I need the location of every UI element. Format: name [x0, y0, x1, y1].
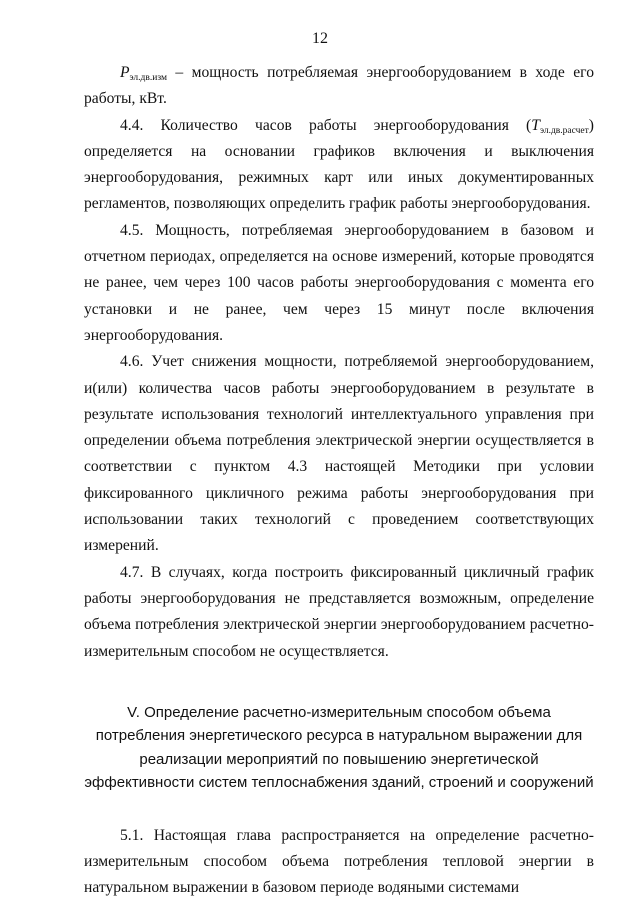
- paragraph-4-6: 4.6. Учет снижения мощности, потребляемой энергооборудованием, и(или) количества часов работы энергооборудованием в результате в результате использования технологий интеллектуального управления при определении объема потребления электрической энергии осуществляется в соответствии с пунктом 4.3 настоящей Методики при условии фиксированного цикличного режима работы энергооборудования при использовании таких технологий с проведением соответствующих измерений.: [84, 353, 594, 555]
- symbol-subscript: эл.дв.изм: [129, 73, 167, 83]
- symbol-subscript: эл.дв.расчет: [539, 125, 589, 136]
- symbol: T: [531, 116, 540, 134]
- paragraph-4-4-tail: ) определяется на основании графиков включения и выключения энергооборудования, режимных карт или иных документированных регламентов, позволяющих определить график работы энергооборудования.: [84, 116, 594, 213]
- section-heading: V. Определение расчетно-измерительным способом объема потребления энергетического ресурса в натуральном выражении для реализации мероприятий по повышению энергетической эффективности систем теплоснабжения зданий, строений и сооружений: [84, 703, 594, 792]
- paragraph-4-7: 4.7. В случаях, когда построить фиксированный цикличный график работы энергооборудования не представляется возможным, определение объема потребления электрической энергии энергооборудованием расчетно-измерительным способом не осуществляется.: [84, 563, 594, 660]
- paragraph-4-4-lead: 4.4. Количество часов работы энергооборудования (: [120, 116, 532, 134]
- document-body: [84, 60, 594, 902]
- paragraph-4-5: 4.5. Мощность, потребляемая энергооборудованием в базовом и отчетном периодах, определяется на основе измерений, которые проводятся не ранее, чем через 100 часов работы энергооборудования с момента его установки и не ранее, чем через 15 минут после включения энергооборудования.: [84, 221, 594, 344]
- definition-text: – мощность потребляемая энергооборудованием в ходе его работы, кВт.: [84, 64, 594, 108]
- page-number: 12: [312, 30, 328, 47]
- symbol: P: [120, 64, 130, 81]
- paragraph-4-4: [84, 113, 594, 218]
- definition-paragraph: [84, 60, 594, 113]
- paragraph-5-1: 5.1. Настоящая глава распространяется на определение расчетно-измерительным способом объема потребления тепловой энергии в натуральном выражении в базовом периоде водяными системами: [84, 826, 594, 897]
